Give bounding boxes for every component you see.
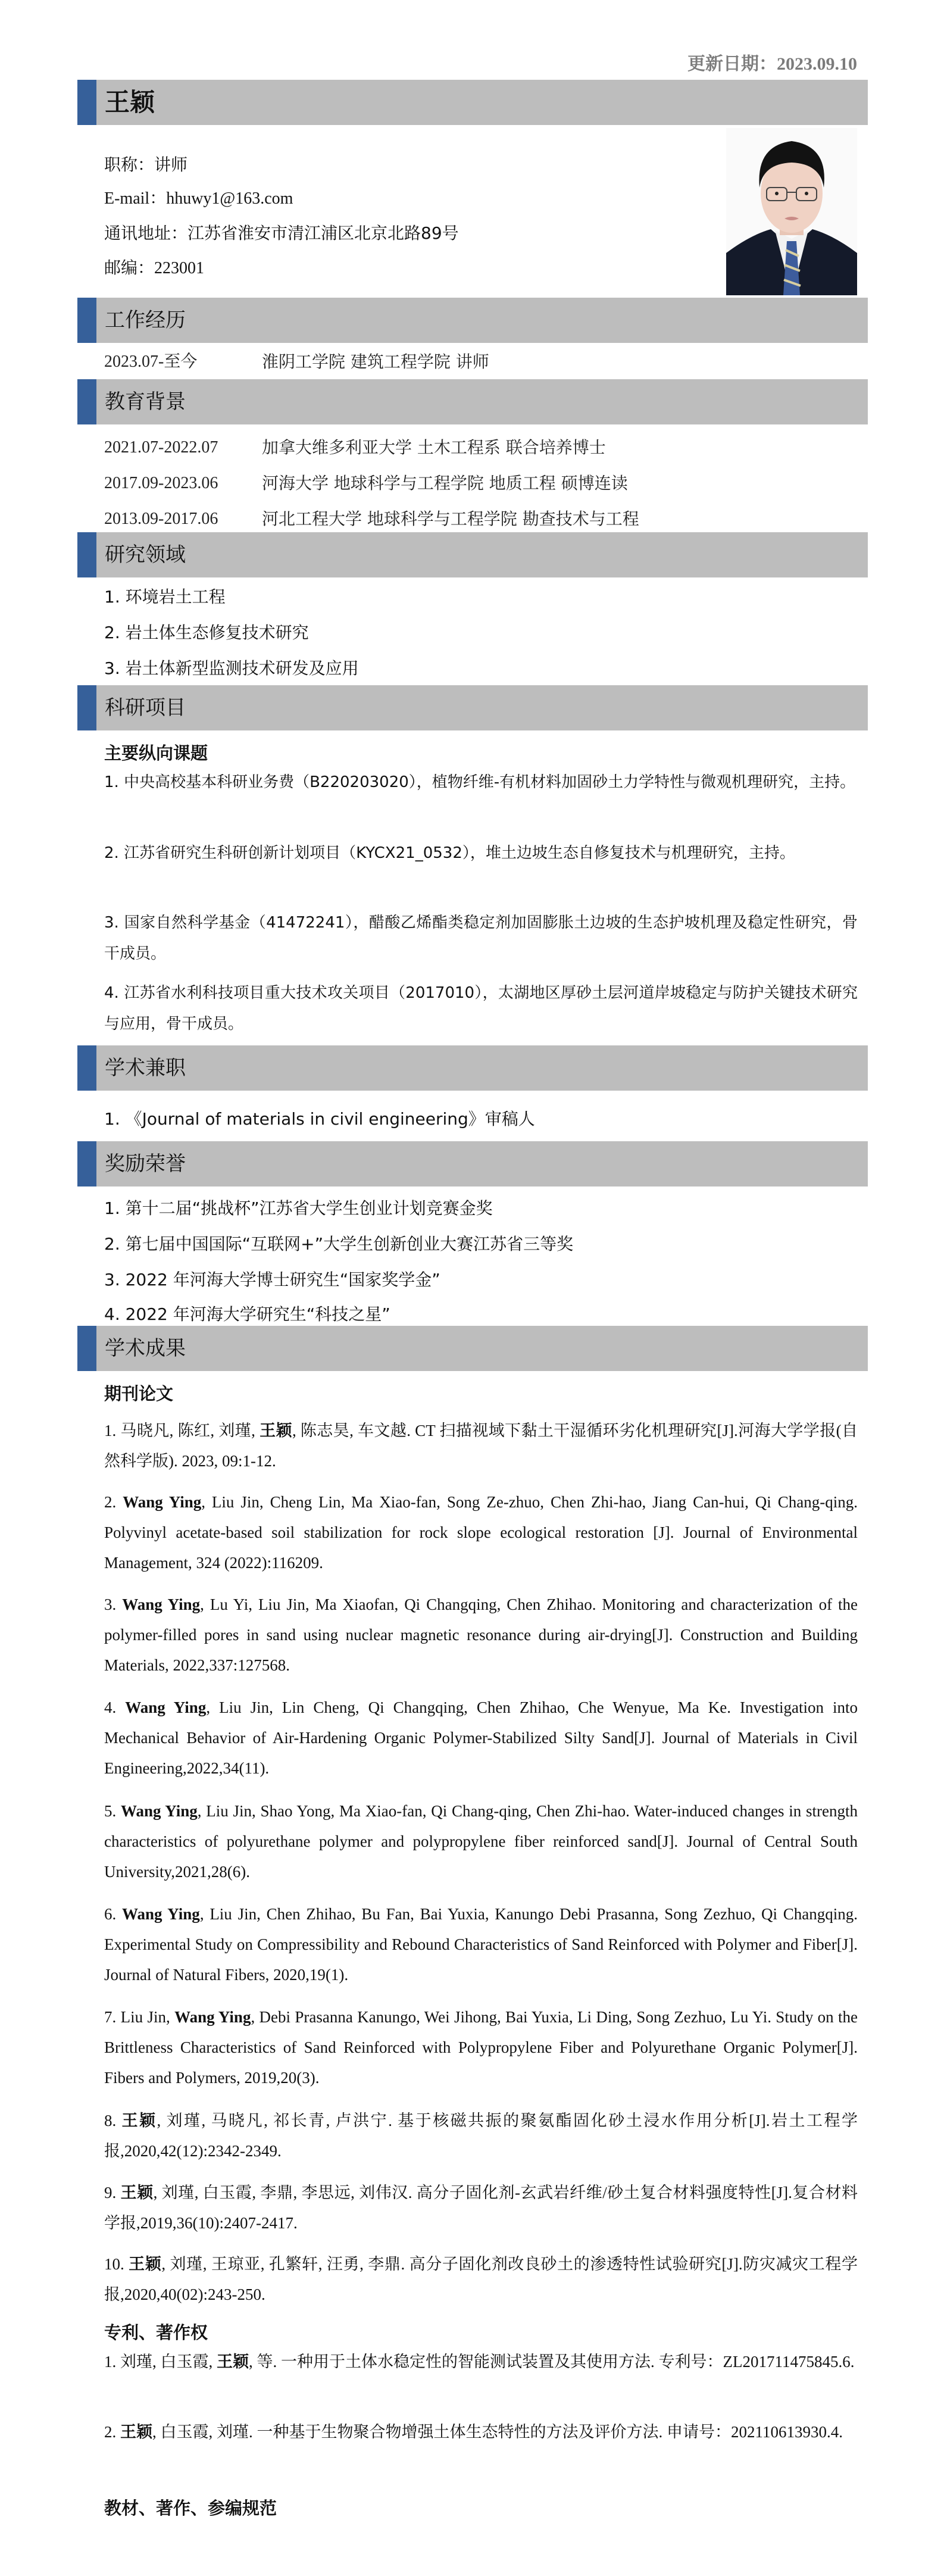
- paper-prefix: 6.: [104, 1905, 123, 1923]
- accent-stripe: [77, 532, 96, 577]
- patent-prefix: 2.: [104, 2423, 120, 2441]
- paper-rest: , Liu Jin, Lin Cheng, Qi Changqing, Chen Zhihao, Che Wenyue, Ma Ke. Investigation into Mechanical Behavior of Air-Hardening Organic Polymer-Stabilized Silty Sand[J]. Journal of Materials in Civil Engineering,2022,34(11).: [104, 1698, 858, 1777]
- work-period: 2023.07-至今: [104, 352, 198, 371]
- portrait-image: [726, 128, 857, 295]
- paper-item: [104, 1796, 858, 1887]
- education-period: 2013.09-2017.06: [104, 510, 218, 528]
- patents-title: 专利、著作权: [104, 2322, 208, 2343]
- section-title: 研究领域: [105, 543, 186, 567]
- project-item: [104, 767, 858, 798]
- paper-prefix: 2.: [104, 1493, 123, 1511]
- section-academic-roles: [77, 1045, 868, 1091]
- award-item: 2. 第七届中国国际“互联网+”大学生创新创业大赛江苏省三等奖: [104, 1234, 574, 1254]
- email-link[interactable]: hhuwy1@163.com: [166, 189, 293, 208]
- info-email: [104, 188, 293, 210]
- paper-item: [104, 1899, 858, 1990]
- info-address: [104, 223, 459, 244]
- paper-rest: , Lu Yi, Liu Jin, Ma Xiaofan, Qi Changqing, Chen Zhihao. Monitoring and characterization of the polymer-filled pores in sand using nuclear magnetic resonance during air-drying[J]. Construction and Building Materials, 2022,337:127568.: [104, 1595, 858, 1674]
- paper-rest: , Liu Jin, Cheng Lin, Ma Xiao-fan, Song Ze-zhuo, Chen Zhi-hao, Jiang Can-hui, Qi Chang-qing. Polyvinyl acetate-based soil stabilization for rock slope ecological restoration [J]. Journal of Environmental Management, 324 (2022):116209.: [104, 1493, 858, 1572]
- paper-rest: , 陈志昊, 车文越. CT 扫描视域下黏土干湿循环劣化机理研究[J].河海大学学报(自然科学版). 2023, 09:1-12.: [104, 1422, 858, 1470]
- paper-highlight-author: Wang Ying: [122, 1595, 201, 1613]
- update-date-label: 更新日期：: [687, 54, 777, 74]
- update-date: [687, 49, 857, 75]
- paper-item: [104, 2002, 858, 2093]
- education-detail: 加拿大维多利亚大学 土木工程系 联合培养博士: [262, 438, 606, 457]
- paper-rest: , 刘瑾, 白玉霞, 李鼎, 李思远, 刘伟汉. 高分子固化剂-玄武岩纤维/砂土复合材料强度特性[J].复合材料学报,2019,36(10):2407-2417.: [104, 2184, 858, 2232]
- section-achievements: [77, 1326, 868, 1371]
- update-date-value: 2023.09.10: [777, 54, 857, 74]
- project-text: 3. 国家自然科学基金（41472241），醋酸乙烯酯类稳定剂加固膨胀土边坡的生态护坡机理及稳定性研究，骨干成员。: [104, 914, 858, 963]
- info-address-label: 通讯地址：: [104, 223, 188, 243]
- section-research: [77, 532, 868, 577]
- paper-item: [104, 1416, 858, 1476]
- paper-prefix: 7. Liu Jin,: [104, 2008, 175, 2026]
- research-item: 2. 岩土体生态修复技术研究: [104, 623, 309, 642]
- paper-highlight-author: Wang Ying: [122, 1905, 200, 1923]
- accent-stripe: [77, 1326, 96, 1371]
- paper-highlight-author: 王颖: [260, 1422, 292, 1440]
- award-item: 1. 第十二届“挑战杯”江苏省大学生创业计划竞赛金奖: [104, 1198, 493, 1218]
- info-title-value: 讲师: [154, 155, 188, 174]
- paper-highlight-author: 王颖: [121, 2112, 157, 2130]
- work-detail: 淮阴工学院 建筑工程学院 讲师: [262, 352, 489, 371]
- info-title-label: 职称：: [104, 155, 155, 174]
- research-item: 1. 环境岩土工程: [104, 587, 226, 607]
- info-title: [104, 154, 187, 176]
- patent-rest: , 等. 一种用于土体水稳定性的智能测试装置及其使用方法. 专利号：ZL201711475845.6.: [249, 2353, 855, 2371]
- education-detail: 河海大学 地球科学与工程学院 地质工程 硕博连读: [262, 473, 628, 493]
- patent-item: [104, 2417, 858, 2447]
- education-period: 2017.09-2023.06: [104, 474, 218, 492]
- paper-prefix: 10.: [104, 2255, 129, 2273]
- paper-highlight-author: Wang Ying: [121, 1802, 198, 1820]
- paper-rest: , Debi Prasanna Kanungo, Wei Jihong, Bai Yuxia, Li Ding, Song Zezhuo, Lu Yi. Study on the Brittleness Characteristics of Sand Reinforced with Polypropylene Fiber and Polyurethane Organic Polymer[J]. Fibers and Polymers, 2019,20(3).: [104, 2008, 858, 2087]
- paper-prefix: 9.: [104, 2184, 121, 2202]
- paper-highlight-author: Wang Ying: [125, 1698, 207, 1716]
- info-postcode: [104, 257, 204, 279]
- section-projects: [77, 685, 868, 730]
- patent-item: [104, 2347, 858, 2377]
- paper-item: [104, 1693, 858, 1784]
- paper-prefix: 8.: [104, 2112, 122, 2130]
- paper-rest: , 刘瑾, 马晓凡, 祁长青, 卢洪宁. 基于核磁共振的聚氨酯固化砂土浸水作用分析[J].岩土工程学报,2020,42(12):2342-2349.: [104, 2112, 858, 2160]
- info-postcode-label: 邮编：: [104, 258, 155, 277]
- projects-subtitle: 主要纵向课题: [104, 743, 208, 763]
- section-title: 教育背景: [105, 390, 186, 414]
- paper-item: [104, 1487, 858, 1578]
- accent-stripe: [77, 379, 96, 424]
- project-text: 2. 江苏省研究生科研创新计划项目（KYCX21_0532），堆土边坡生态自修复技术与机理研究，主持。: [104, 844, 795, 862]
- paper-rest: , 刘瑾, 王琼亚, 孔繁轩, 汪勇, 李鼎. 高分子固化剂改良砂土的渗透特性试验研究[J].防灾减灾工程学报,2020,40(02):243-250.: [104, 2255, 858, 2303]
- accent-stripe: [77, 1045, 96, 1091]
- section-awards: [77, 1141, 868, 1186]
- paper-rest: , Liu Jin, Chen Zhihao, Bu Fan, Bai Yuxia, Kanungo Debi Prasanna, Song Zezhuo, Qi Changqing. Experimental Study on Compressibility and Rebound Characteristics of Sand Reinforced with Polymer and Fiber[J]. Journal of Natural Fibers, 2020,19(1).: [104, 1905, 858, 1984]
- section-title: 奖励荣誉: [105, 1152, 186, 1176]
- info-postcode-value: 223001: [154, 259, 205, 277]
- paper-highlight-author: 王颖: [129, 2255, 162, 2273]
- project-item: [104, 907, 858, 969]
- paper-highlight-author: Wang Ying: [123, 1493, 202, 1511]
- project-item: [104, 978, 858, 1039]
- paper-highlight-author: Wang Ying: [174, 2008, 251, 2026]
- info-address-value: 江苏省淮安市清江浦区北京北路89号: [187, 223, 459, 243]
- academic-role-item: 1. 《Journal of materials in civil engineering》审稿人: [104, 1109, 535, 1129]
- patent-prefix: 1. 刘瑾, 白玉霞,: [104, 2353, 217, 2371]
- accent-stripe: [77, 298, 96, 343]
- paper-prefix: 5.: [104, 1802, 121, 1820]
- section-title: 学术兼职: [105, 1056, 186, 1080]
- education-detail: 河北工程大学 地球科学与工程学院 勘查技术与工程: [262, 509, 639, 529]
- project-text: 4. 江苏省水利科技项目重大技术攻关项目（2017010），太湖地区厚砂土层河道岸坡稳定与防护关键技术研究与应用，骨干成员。: [104, 984, 858, 1033]
- paper-item: [104, 1590, 858, 1681]
- paper-item: [104, 2178, 858, 2238]
- research-item: 3. 岩土体新型监测技术研发及应用: [104, 658, 359, 678]
- award-item: 3. 2022 年河海大学博士研究生“国家奖学金”: [104, 1270, 440, 1289]
- paper-prefix: 3.: [104, 1595, 123, 1613]
- accent-stripe: [77, 685, 96, 730]
- section-title: 科研项目: [105, 696, 186, 720]
- books-title: 教材、著作、参编规范: [104, 2498, 277, 2518]
- education-period: 2021.07-2022.07: [104, 438, 218, 457]
- profile-photo: [726, 128, 857, 295]
- accent-stripe: [77, 80, 96, 125]
- patent-rest: , 白玉霞, 刘瑾. 一种基于生物聚合物增强土体生态特性的方法及评价方法. 申请号：202110613930.4.: [152, 2423, 843, 2441]
- paper-prefix: 1. 马晓凡, 陈红, 刘瑾,: [104, 1422, 260, 1440]
- project-item: [104, 838, 858, 869]
- info-email-label: E-mail：: [104, 189, 167, 208]
- award-item: 4. 2022 年河海大学研究生“科技之星”: [104, 1304, 390, 1324]
- paper-item: [104, 2249, 858, 2310]
- paper-item: [104, 2106, 858, 2166]
- section-work: [77, 298, 868, 343]
- section-title: 学术成果: [105, 1337, 186, 1360]
- journal-papers-title: 期刊论文: [104, 1384, 174, 1404]
- paper-prefix: 4.: [104, 1698, 126, 1716]
- paper-rest: , Liu Jin, Shao Yong, Ma Xiao-fan, Qi Chang-qing, Chen Zhi-hao. Water-induced changes in strength characteristics of polyurethane polymer and polypropylene fiber reinforced sand[J]. Journal of Central South University,2021,28(6).: [104, 1802, 858, 1881]
- project-text: 1. 中央高校基本科研业务费（B220203020），植物纤维-有机材料加固砂土力学特性与微观机理研究，主持。: [104, 773, 856, 791]
- patent-highlight-author: 王颖: [217, 2353, 249, 2371]
- paper-highlight-author: 王颖: [120, 2184, 154, 2202]
- person-name: 王颖: [105, 88, 155, 117]
- section-title: 工作经历: [105, 308, 186, 332]
- patent-highlight-author: 王颖: [120, 2423, 152, 2441]
- section-education: [77, 379, 868, 424]
- name-header: [77, 80, 868, 125]
- accent-stripe: [77, 1141, 96, 1186]
